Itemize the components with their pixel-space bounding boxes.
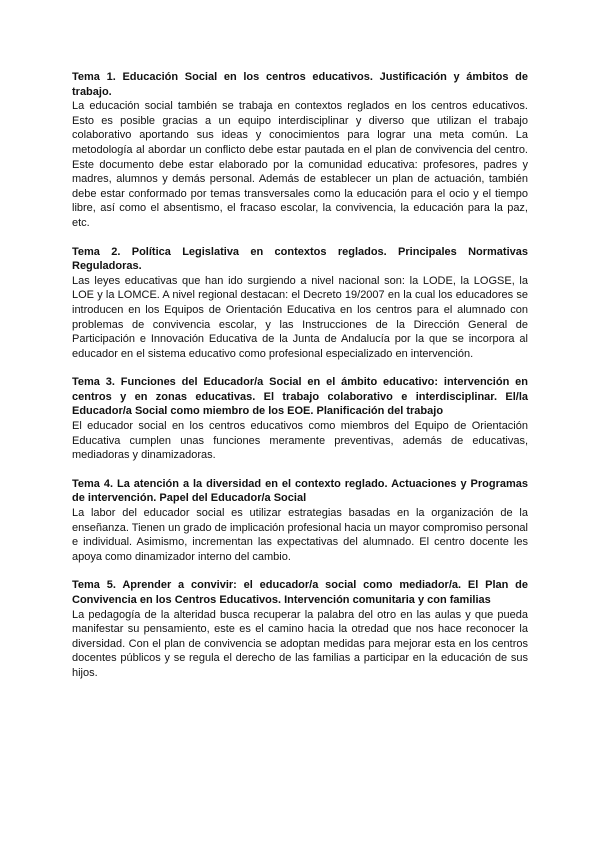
section-tema-5 [72, 578, 528, 680]
section-tema-1 [72, 70, 528, 231]
section-heading: Tema 1. Educación Social en los centros educativos. Justificación y ámbitos de trabajo. [72, 71, 528, 98]
section-body: Las leyes educativas que han ido surgiendo a nivel nacional son: la LODE, la LOGSE, la LOE y la LOMCE. A nivel regional destacan: el Decreto 19/2007 en la cual los educadores se introducen en los Equipos de Orientación Educativa en los centros para el alumnado con problemas de convivencia escolar, y las Instrucciones de la Dirección General de Participación e Innovación Educativa de la Junta de Andalucía por la que se incorpora al educador en el sistema educativo como profesional especializado en intervención. [72, 274, 528, 360]
section-body: La educación social también se trabaja en contextos reglados en los centros educativos. Esto es posible gracias a un equipo interdisciplinar y diverso que utilizan el trabajo colaborativo aportando sus ideas y conocimientos para lograr una meta común. La metodología al abordar un conflicto debe estar pautada en el plan de convivencia del centro. Este documento debe estar elaborado por la comunidad educativa: profesores, padres y madres, alumnos y demás personal. Además de establecer un plan de actuación, también debe estar conformado por temas transversales como la educación para el ocio y el tiempo libre, así como el absentismo, el fracaso escolar, la convivencia, la educación para la paz, etc. [72, 100, 528, 229]
section-tema-4 [72, 477, 528, 565]
section-tema-3 [72, 375, 528, 463]
section-body: La pedagogía de la alteridad busca recuperar la palabra del otro en las aulas y que pueda manifestar su pensamiento, este es el camino hacia la otredad que nos hace reconocer la diversidad. Con el plan de convivencia se adoptan medidas para mejorar esta en los centros docentes públicos y se regula el derecho de las familias a participar en la educación de sus hijos. [72, 608, 528, 679]
section-heading: Tema 4. La atención a la diversidad en el contexto reglado. Actuaciones y Programas de intervención. Papel del Educador/a Social [72, 477, 528, 505]
section-body: La labor del educador social es utilizar estrategias basadas en la organización de la enseñanza. Tienen un grado de implicación profesional hacia un mayor compromiso personal e individual. Asimismo, incrementan las expectativas del alumnado. El centro docente les apoya como dinamizador interno del cambio. [72, 507, 528, 563]
section-heading: Tema 2. Política Legislativa en contextos reglados. Principales Normativas Reguladoras. [72, 245, 528, 273]
section-heading: Tema 5. Aprender a convivir: el educador/a social como mediador/a. El Plan de Convivencia en los Centros Educativos. Intervención comunitaria y con familias [72, 579, 528, 606]
section-body: El educador social en los centros educativos como miembros del Equipo de Orientación Educativa cumplen unas funciones meramente preventivas, además de educativas, mediadoras y dinamizadoras. [72, 420, 528, 462]
section-heading: Tema 3. Funciones del Educador/a Social en el ámbito educativo: intervención en centros y en zonas educativas. El trabajo colaborativo e interdisciplinar. El/la Educador/a Social como miembro de los EOE. Planificación del trabajo [72, 376, 528, 418]
section-tema-2 [72, 245, 528, 362]
